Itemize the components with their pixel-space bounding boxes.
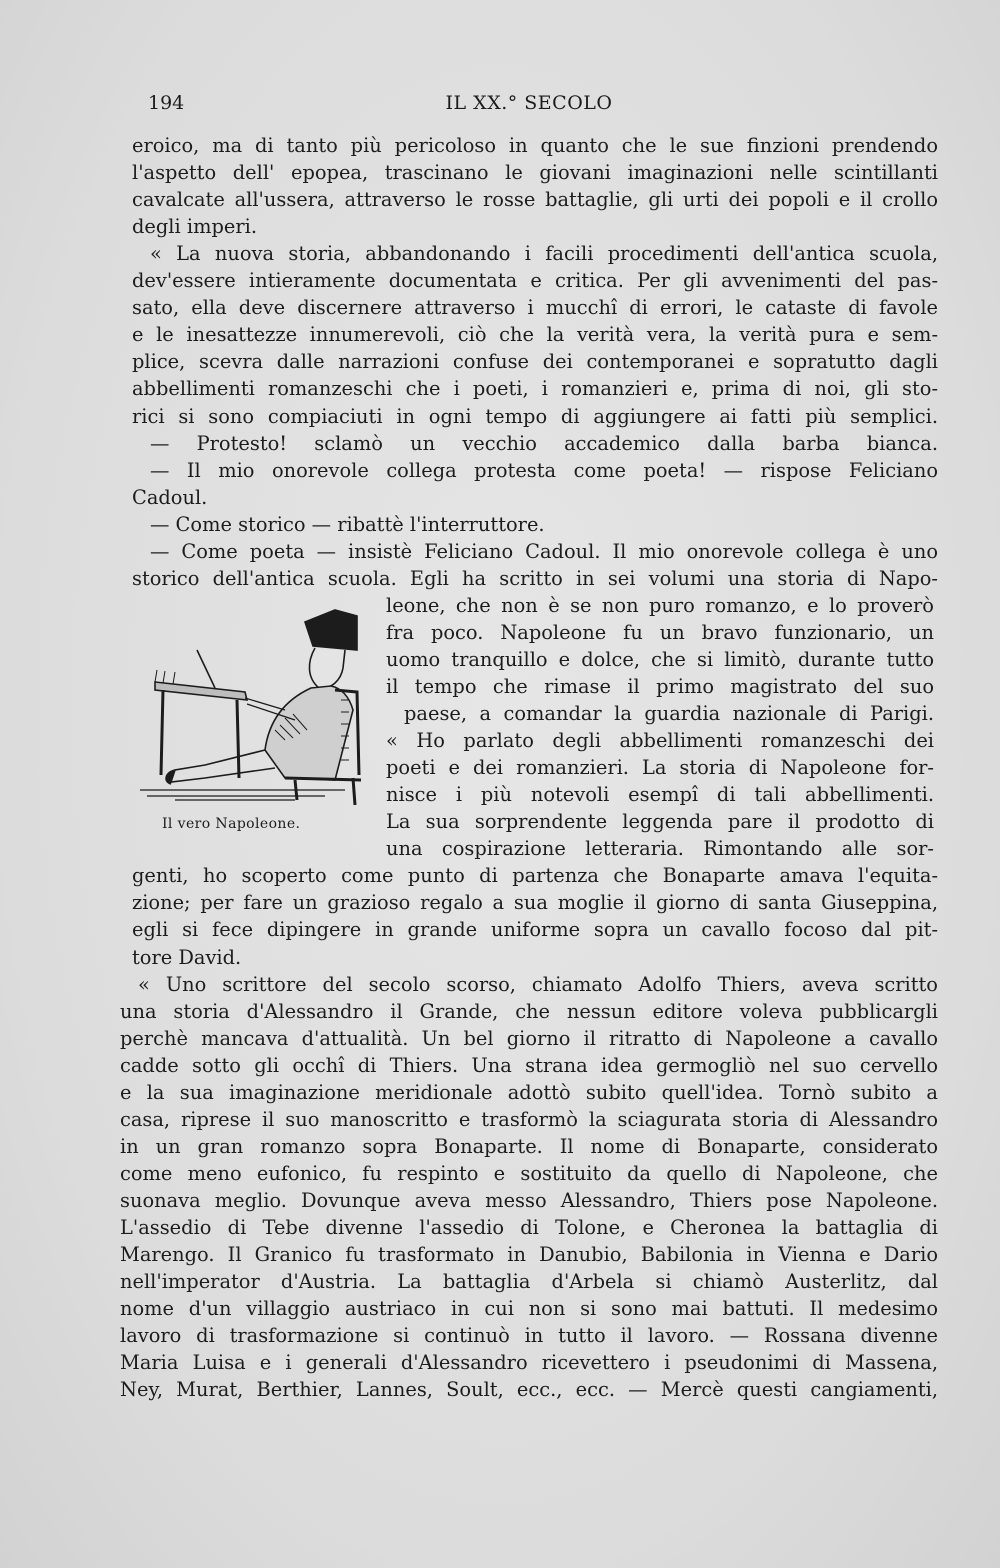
text-line: una cospirazione letteraria. Rimontando alle sor- [386, 837, 934, 861]
text-line: suonava meglio. Dovunque aveva messo Alessandro, Thiers pose Napoleone. [120, 1188, 938, 1212]
text-line: perchè mancava d'attualità. Un bel giorno il ritratto di Napoleone a cavallo [120, 1026, 938, 1050]
text-line: lavoro di trasformazione si continuò in tutto il lavoro. — Rossana divenne [120, 1324, 938, 1348]
text-line: degli imperi. [132, 215, 257, 239]
text-line: genti, ho scoperto come punto di partenza che Bonaparte amava l'equita- [132, 864, 938, 888]
text-line: dev'essere intieramente documentata e critica. Per gli avvenimenti del pas- [132, 269, 938, 293]
text-line: eroico, ma di tanto più pericoloso in quanto che le sue finzioni prendendo [132, 134, 938, 157]
running-title: IL XX.° SECOLO [445, 92, 613, 114]
text-line: paese, a comandar la guardia nazionale di Parigi. [404, 702, 934, 726]
text-line: sato, ella deve discernere attraverso i mucchî di errori, le cataste di favole [132, 296, 938, 320]
text-line: « Ho parlato degli abbellimenti romanzeschi dei [386, 729, 934, 753]
page-number: 194 [148, 92, 185, 114]
text-line: nome d'un villaggio austriaco in cui non si sono mai battuti. Il medesimo [120, 1297, 938, 1321]
text-line: egli si fece dipingere in grande uniforme sopra un cavallo focoso dal pit- [132, 918, 938, 942]
text-line: L'assedio di Tebe divenne l'assedio di Tolone, e Cheronea la battaglia di [120, 1216, 938, 1239]
text-line: tore David. [132, 945, 242, 969]
text-line: zione; per fare un grazioso regalo a sua moglie il giorno di santa Giuseppina, [132, 891, 938, 915]
text-line: storico dell'antica scuola. Egli ha scritto in sei volumi una storia di Napo- [132, 566, 938, 590]
text-line: — Come poeta — insistè Feliciano Cadoul. Il mio onorevole collega è uno [150, 539, 938, 563]
text-line: Ney, Murat, Berthier, Lannes, Soult, ecc., ecc. — Mercè questi cangiamenti, [120, 1378, 938, 1402]
text-line: rici si sono compiaciuti in ogni tempo di aggiungere ai fatti più semplici. [132, 404, 938, 428]
text-line: leone, che non è se non puro romanzo, e lo proverò [386, 593, 934, 617]
text-line: casa, riprese il suo manoscritto e trasformò la sciagurata storia di Alessandro [120, 1107, 938, 1131]
text-line: poeti e dei romanzieri. La storia di Napoleone for- [386, 756, 934, 780]
text-line: nisce i più notevoli esempî di tali abbellimenti. [386, 783, 934, 807]
running-header [118, 92, 940, 120]
text-line: Marengo. Il Granico fu trasformato in Danubio, Babilonia in Vienna e Dario [120, 1243, 938, 1267]
text-line: « La nuova storia, abbandonando i facili procedimenti dell'antica scuola, [150, 242, 938, 266]
text-line: l'aspetto dell' epopea, trascinano le giovani imaginazioni nelle scintillanti [132, 161, 938, 185]
text-line: e le inesattezze innumerevoli, ciò che la verità vera, la verità pura e sem- [132, 323, 938, 347]
text-line: Maria Luisa e i generali d'Alessandro ricevettero i pseudonimi di Massena, [120, 1351, 938, 1375]
text-line: — Protesto! sclamò un vecchio accademico dalla barba bianca. [150, 431, 938, 455]
text-line: uomo tranquillo e dolce, che si limitò, durante tutto [386, 647, 934, 671]
text-line: il tempo che rimase il primo magistrato del suo [386, 675, 934, 698]
text-line: — Il mio onorevole collega protesta come poeta! — rispose Feliciano [150, 458, 938, 482]
text-line: fra poco. Napoleone fu un bravo funzionario, un [386, 620, 934, 644]
figure-caption: Il vero Napoleone. [162, 816, 301, 832]
text-line: La sua sorprendente leggenda pare il prodotto di [386, 810, 934, 834]
text-line: e la sua imaginazione meridionale adottò subito quell'idea. Tornò subito a [120, 1080, 938, 1104]
text-line: nell'imperator d'Austria. La battaglia d'Arbela si chiamò Austerlitz, dal [120, 1270, 938, 1294]
text-line: plice, scevra dalle narrazioni confuse dei contemporanei e sopratutto dagli [132, 350, 938, 374]
text-line: come meno eufonico, fu respinto e sostituito da quello di Napoleone, che [120, 1161, 938, 1185]
napoleon-illustration [135, 600, 365, 815]
text-line: in un gran romanzo sopra Bonaparte. Il nome di Bonaparte, considerato [120, 1134, 938, 1158]
text-line: cavalcate all'ussera, attraverso le rosse battaglie, gli urti dei popoli e il crollo [132, 188, 938, 212]
text-line: abbellimenti romanzeschi che i poeti, i romanzieri e, prima di noi, gli sto- [132, 377, 938, 401]
text-line: una storia d'Alessandro il Grande, che nessun editore voleva pubblicargli [120, 999, 938, 1023]
text-line: « Uno scrittore del secolo scorso, chiamato Adolfo Thiers, aveva scritto [138, 972, 938, 996]
text-line: Cadoul. [132, 485, 208, 509]
text-line: cadde sotto gli occhî di Thiers. Una strana idea germogliò nel suo cervello [120, 1053, 938, 1077]
text-line: — Come storico — ribattè l'interruttore. [150, 512, 545, 536]
